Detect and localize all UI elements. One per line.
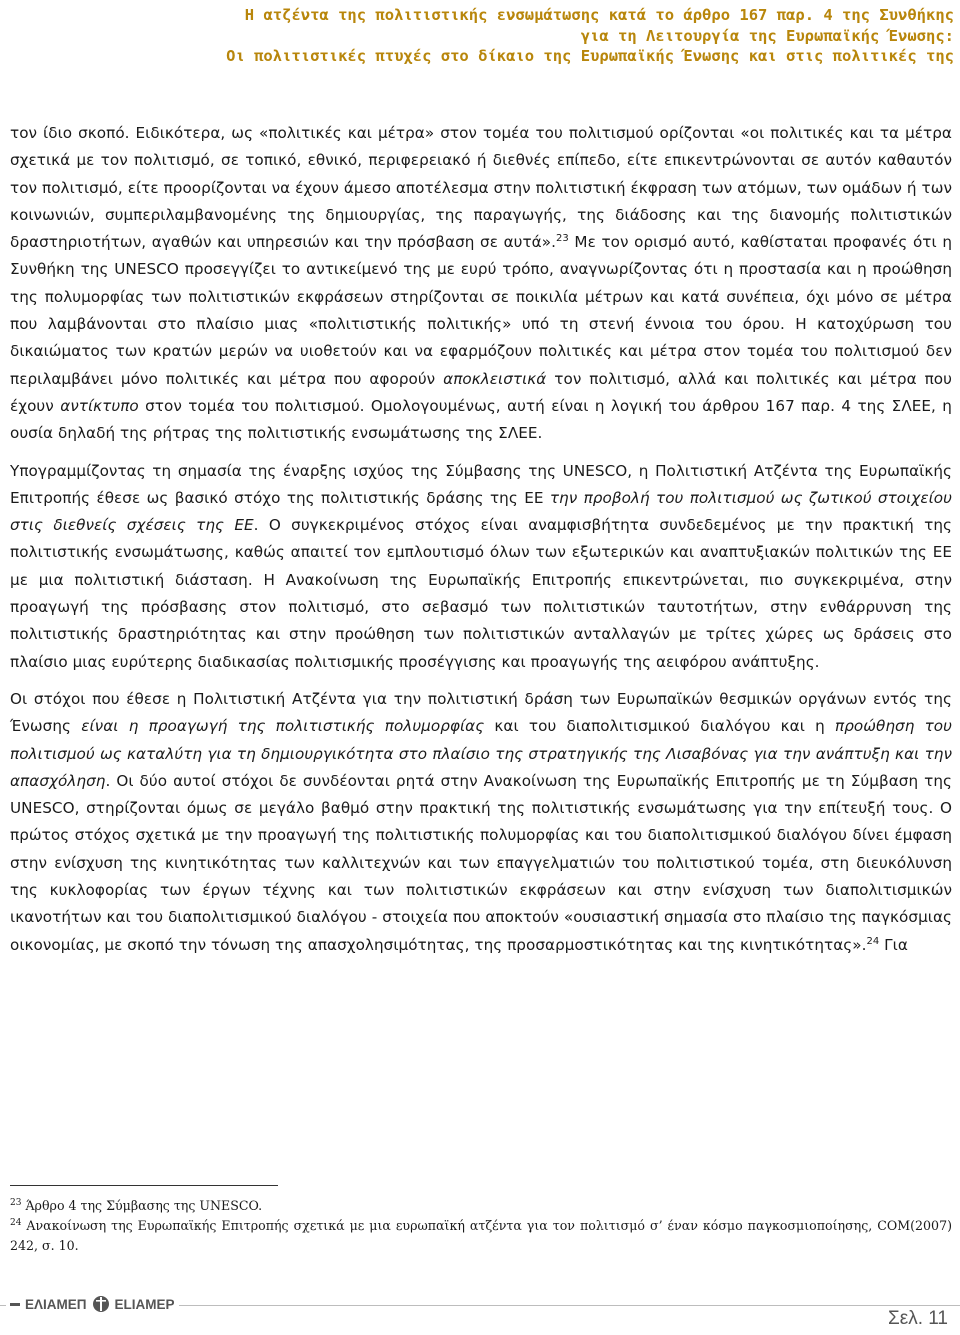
logo-text-greek: ΕΛΙΑΜΕΠ: [25, 1296, 87, 1312]
logo-dash: [10, 1303, 20, 1306]
paragraph-2: [10, 458, 952, 676]
logo-text-latin: ELIAMEP: [114, 1296, 175, 1312]
p3-italic-1: είναι η προαγωγή της πολιτιστικής πολυμορφίας: [81, 717, 485, 736]
running-header: [100, 5, 954, 67]
paragraph-1: [10, 120, 952, 448]
p1-italic-2: αντίκτυπο: [60, 396, 139, 415]
p2-text-a: Υπογραμμίζοντας τη σημασία της έναρξης ισχύος της Σύμβασης της UNESCO, η Πολιτιστική Ατζέντα της Ευρωπαϊκής Επιτροπής έθεσε ως βασικό στόχο της πολιτιστικής δράσης της ΕΕ: [10, 461, 952, 507]
paragraph-3: [10, 686, 952, 959]
footnote-separator: [10, 1185, 278, 1186]
p3-text-c: . Οι δύο αυτοί στόχοι δε συνδέονται ρητά στην Ανακοίνωση της Ευρωπαϊκής Επιτροπής με τη Σύμβαση της UNESCO, στηρίζονται όμως σε μεγάλο βαθμό στην πρακτική της πολιτιστικής ενσωμάτωσης για την επίτευξή τους. Ο πρώτος στόχος σχετικά με την προαγωγή της πολιτιστικής πολυμορφίας και του διαπολιτισμικού διαλόγου δίνει έμφαση στην ενίσχυση της κινητικότητας των καλλιτεχνών και των επαγγελματιών του πολιτιστικού τομέα, στη διευκόλυνση της κυκλοφορίας των έργων τέχνης και των πολιτιστικών εκφράσεων και στην ενίσχυση των διαπολιτισμικών ικανοτήτων και του διαπολιτισμικού διαλόγου - στοιχεία που αποκτούν «ουσιαστική σημασία στο πλαίσιο της παγκόσμιας οικονομίας, με σκοπό την τόνωση της απασχολησιμότητας, της προσαρμοστικότητας και της κινητικότητας».: [10, 771, 952, 954]
p1-italic-1: αποκλειστικά: [443, 369, 547, 388]
eliamep-logo-icon: [92, 1295, 110, 1313]
footnote-ref-24[interactable]: 24: [866, 935, 880, 947]
p1-text-c: τον πολιτισμό, αλλά και πολιτικές και μέτρα που έχουν: [10, 369, 952, 415]
p1-text-d: στον τομέα του πολιτισμού. Ομολογουμένως, αυτή είναι η λογική του άρθρου 167 παρ. 4 της ΣΛΕΕ, η ουσία δηλαδή της ρήτρας της πολιτιστικής ενσωμάτωσης της ΣΛΕΕ.: [10, 396, 952, 443]
p1-text-b: Με τον ορισμό αυτό, καθίσταται προφανές ότι η Συνθήκη της UNESCO προσεγγίζει το αντικείμενό της με ευρύ τρόπο, αναγνωρίζοντας ότι η προστασία και η προώθηση της πολυμορφίας των πολιτιστικών εκφράσεων στηρίζονται σε ποικιλία μέτρων και κατά συνέπεια, όχι μόνο σε μέτρα που λαμβάνονται στο πλαίσιο μιας «πολιτιστικής πολιτικής» υπό τη στενή έννοια του όρου. Η κατοχύρωση του δικαιώματος των κρατών μερών να υιοθετούν και να εφαρμόζουν πολιτικές και μέτρα στον τομέα του πολιτισμού δεν περιλαμβάνει μόνο πολιτικές και μέτρα που αφορούν: [10, 233, 952, 388]
eliamep-logo: [6, 1295, 179, 1313]
p3-text-b: και του διαπολιτισμικού διαλόγου και η: [484, 717, 836, 736]
p3-italic-2: προώθηση του πολιτισμού ως καταλύτη για τη δημιουργικότητα στο πλαίσιο της στρατηγικής της Λισαβόνας για την ανάπτυξη και την απασχόληση: [10, 717, 952, 790]
p3-text-d: Για: [879, 935, 908, 954]
p2-text-b: . Ο συγκεκριμένος στόχος είναι αναμφισβήτητα συνδεδεμένος με την πρακτική της πολιτιστικής ενσωμάτωσης, καθώς απαιτεί τον εμπλουτισμό όλων των εξωτερικών και αναπτυξιακών πολιτικών της ΕΕ με μια πολιτιστική διάσταση. Η Ανακοίνωση της Ευρωπαϊκής Επιτροπής επικεντρώνεται, πιο συγκεκριμένα, στην προαγωγή της πρόσβασης στον πολιτισμό, στο σεβασμό των πολιτιστικών ταυτοτήτων, στην ενθάρρυνση της πολιτιστικής δραστηριότητας και στην προώθηση των πολιτιστικών ανταλλαγών με τρίτες χώρες ως δράσεις στο πλαίσιο μιας ευρύτερης διαδικασίας πολιτισμικής προσέγγισης και προαγωγής της αειφόρου ανάπτυξης.: [10, 516, 952, 671]
header-line-3: Οι πολιτιστικές πτυχές στο δίκαιο της Ευρωπαϊκής Ένωσης και στις πολιτικές της: [226, 47, 954, 65]
footnote-ref-23[interactable]: 23: [555, 233, 569, 245]
p2-italic-1: την προβολή του πολιτισμού ως ζωτικού στοιχείου στις διεθνείς σχέσεις της ΕΕ: [10, 488, 952, 535]
footnote-23: [10, 1196, 952, 1216]
footnotes: [10, 1196, 952, 1256]
header-line-2: για τη Λειτουργία της Ευρωπαϊκής Ένωσης:: [580, 26, 954, 45]
header-line-1: Η ατζέντα της πολιτιστικής ενσωμάτωσης κατά το άρθρο 167 παρ. 4 της Συνθήκης: [244, 6, 954, 24]
footnote-number: 23: [10, 1197, 22, 1208]
p3-text-a: Οι στόχοι που έθεσε η Πολιτιστική Ατζέντα για την πολιτιστική δράση των Ευρωπαϊκών θεσμικών οργάνων εντός της Ένωσης: [10, 689, 952, 736]
footnote-number: 24: [10, 1217, 22, 1228]
footnote-text: Ανακοίνωση της Ευρωπαϊκής Επιτροπής σχετικά με μια ευρωπαϊκή ατζέντα για τον πολιτισμό σ’ έναν κόσμο παγκοσμιοποίησης, COM(2007) 242, σ. 10.: [10, 1218, 952, 1253]
footnote-24: [10, 1216, 952, 1256]
p1-text-a: τον ίδιο σκοπό. Ειδικότερα, ως «πολιτικές και μέτρα» στον τομέα του πολιτισμού ορίζονται «οι πολιτικές και τα μέτρα σχετικά με τον πολιτισμό, σε τοπικό, εθνικό, περιφερειακό ή διεθνές επίπεδο, είτε επικεντρώνονται σε αυτόν καθαυτόν τον πολιτισμό, είτε προορίζονται να έχουν άμεσο αποτέλεσμα στην πολιτιστική έκφραση των ατόμων, των ομάδων ή των κοινωνιών, συμπεριλαμβανομένης της δημιουργίας, της παραγωγής, της διάδοσης και της διανομής πολιτιστικών δραστηριοτήτων, αγαθών και υπηρεσιών και την πρόσβαση σε αυτά».: [10, 124, 952, 252]
footnote-text: Άρθρο 4 της Σύμβασης της UNESCO.: [21, 1198, 263, 1213]
page-number: Σελ. 11: [888, 1308, 948, 1329]
body-text: [10, 120, 952, 959]
